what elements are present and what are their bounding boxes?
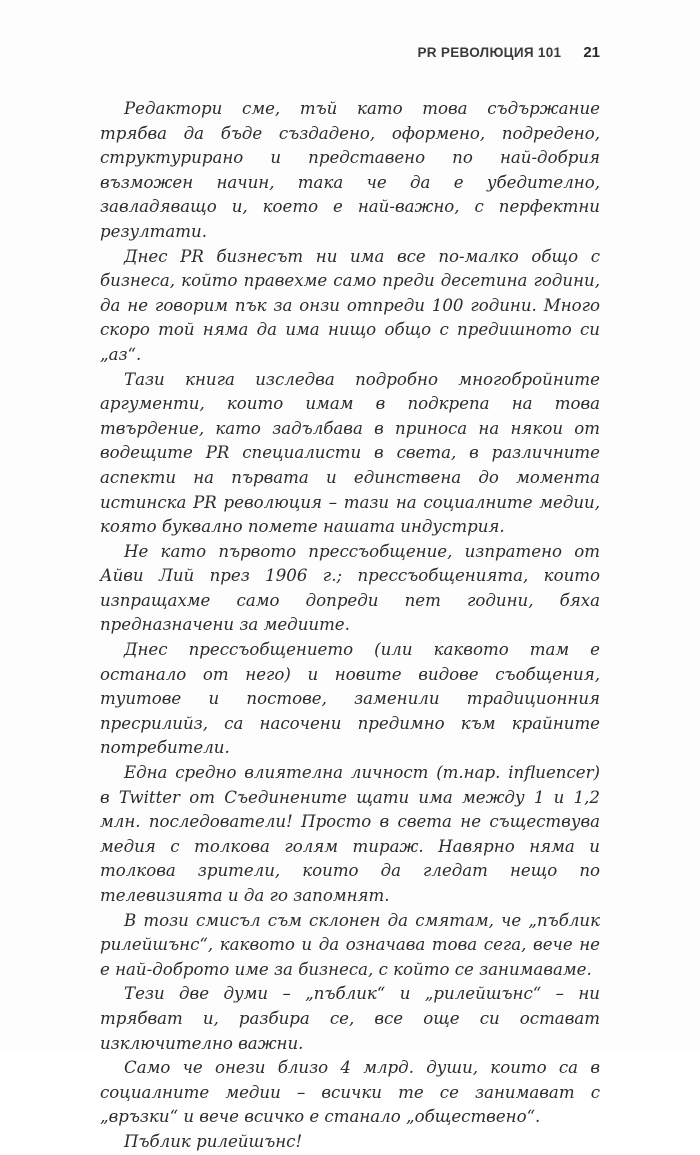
paragraph-6: Една средно влиятелна личност (т.нар. influencer) в Twitter от Съединените щати има между 1 и 1,2 млн. последователи! Просто в света не съществува медия с толкова голям тираж. Навярно няма и толкова зрители, които да гледат нещо по телевизията и да го запомнят. — [100, 763, 600, 905]
paragraph-3: Тази книга изследва подробно многобройните аргументи, които имам в подкрепа на това твърдение, като задълбава в приноса на някои от водещите PR специалисти в света, в различните аспекти на първата и единствена до момента истинска PR революция – тази на социалните медии, която буквално помете нашата индустрия. — [100, 369, 600, 537]
page-number: 21 — [583, 44, 600, 61]
paragraph-2: Днес PR бизнесът ни има все по-малко общо с бизнеса, който правехме само преди десетина години, да не говорим пък за онзи отпреди 100 години. Много скоро той няма да има нищо общо с предишното си „аз“. — [100, 246, 600, 364]
running-title: PR РЕВОЛЮЦИЯ 101 — [417, 45, 562, 60]
paragraph-10: Пъблик рилейшънс! — [124, 1131, 303, 1151]
running-header — [417, 44, 600, 61]
paragraph-5: Днес прессъобщението (или каквото там е останало от него) и новите видове съобщения, туитове и постове, заменили традиционния пресрилийз, са насочени предимно към крайните потребители. — [100, 640, 600, 758]
paragraph-8: Тези две думи – „пъблик“ и „рилейшънс“ – ни трябват и, разбира се, все още си остават изключително важни. — [100, 984, 600, 1053]
paragraph-1: Редактори сме, тъй като това съдържание трябва да бъде създадено, оформено, подредено, структурирано и представено по най-добрия възможен начин, така че да е убедително, завладяващо и, което е най-важно, с перфектни резултати. — [100, 99, 600, 241]
body-text — [100, 97, 600, 1155]
paragraph-7: В този смисъл съм склонен да смятам, че „пъблик рилейшънс“, каквото и да означава това сега, вече не е най-доброто име за бизнеса, с който се занимаваме. — [100, 910, 600, 979]
paragraph-4: Не като първото прессъобщение, изпратено от Айви Лий през 1906 г.; прессъобщенията, които изпращахме само допреди пет години, бяха предназначени за медиите. — [100, 541, 600, 635]
paragraph-9: Само че онези близо 4 млрд. души, които са в социалните медии – всички те се занимават с „връзки“ и вече всичко е станало „обществено“. — [100, 1058, 600, 1127]
